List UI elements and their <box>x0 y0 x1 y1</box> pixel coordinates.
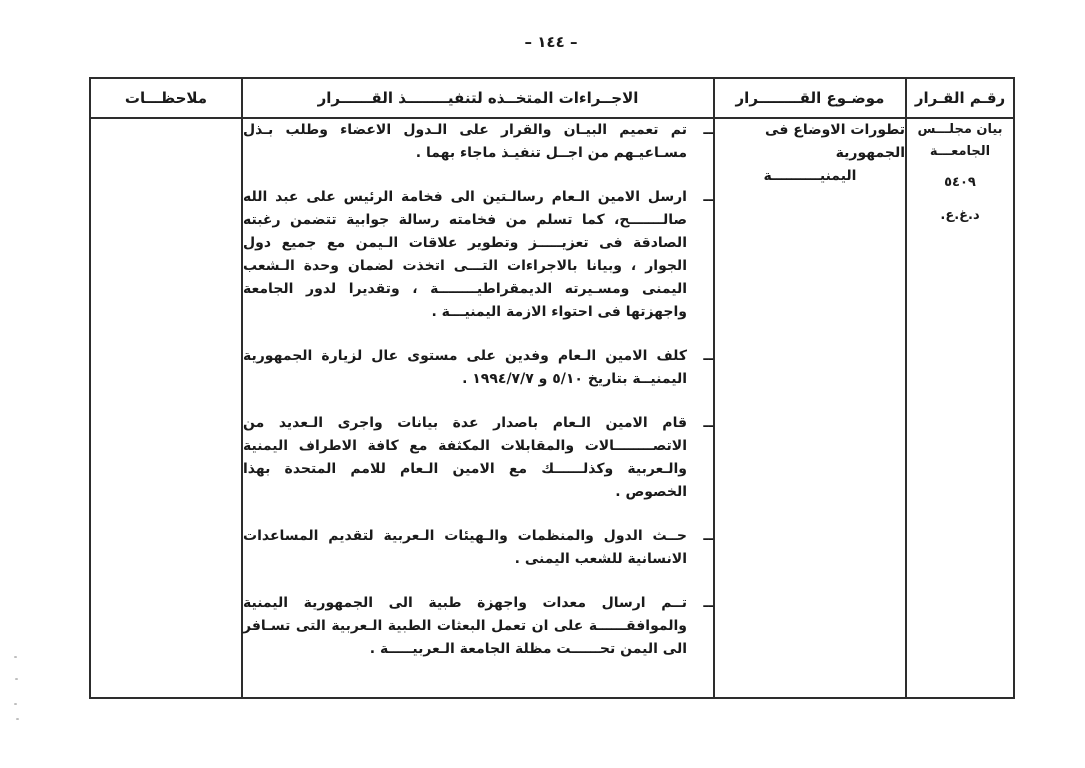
header-procedures: الاجــراءات المتخــذه لتنفيــــــــذ القــــــرار <box>242 78 714 118</box>
procedure-text: تــم ارسال معدات واجهزة طبية الى الجمهورية اليمنية والموافقــــــة على ان تعمل البعثات الطبية الـعربية التى تسـافر الى اليمن تحــــــت مظلة الجامعة الـعربيـــــة . <box>243 595 687 657</box>
bullet-dash: ــ <box>703 348 713 364</box>
cell-procedures <box>242 118 714 698</box>
procedure-text: ارسل الامين الـعام رسالـتين الى فخامة الرئيس على عبد الله صالـــــــح، كما تسلم من فخامته رسالة جوابية تتضمن رغبته الصادقة فى تعزيـــــز وتطوير علاقات الـيمن مع جميع دول الجوار ، وبيانا بالاجراءات التـــى اتخذت لضمان وحدة الـشعب اليمنى ومسـيرته الديمقراطيــــــــة ، وتقديرا لدور الجامعة واجهزتها فى احتواء الازمة اليمنيـــة . <box>243 189 687 320</box>
header-notes: ملاحظـــات <box>90 78 242 118</box>
decision-number-value: ٥٤٠٩ <box>944 175 976 190</box>
bullet-dash: ــ <box>703 189 713 205</box>
page-number: – ١٤٤ – <box>524 33 578 51</box>
decisions-table <box>89 77 1015 699</box>
cell-subject <box>714 118 906 698</box>
procedure-text: حــث الدول والمنظمات والـهيئات الـعربية لتقديم المساعدات الانسانية للشعب اليمنى . <box>243 528 687 567</box>
procedure-item <box>243 525 713 571</box>
bullet-dash: ــ <box>703 415 713 431</box>
subject-line2: اليمنيــــــــــة <box>763 168 857 184</box>
table-row <box>90 118 1014 698</box>
procedure-item <box>243 186 713 324</box>
bullet-dash: ــ <box>703 528 713 544</box>
procedure-item <box>243 592 713 661</box>
procedure-text: تم تعميم البيـان والقرار على الـدول الاعضاء وطلب بـذل مسـاعيـهم من اجــل تنفيـذ ماجاء بهما . <box>243 122 687 161</box>
issuing-body-line1: بيان مجلـــس <box>917 122 1003 137</box>
bullet-dash: ــ <box>703 122 713 138</box>
session-abbreviation: د.غ.ع. <box>940 208 980 223</box>
header-subject: موضـوع القــــــــرار <box>714 78 906 118</box>
bullet-dash: ــ <box>703 595 713 611</box>
procedure-item <box>243 412 713 504</box>
procedure-item <box>243 345 713 391</box>
procedure-text: قام الامين الـعام باصدار عدة بيانات واجرى الـعديد من الاتصــــــــالات والمقابلات المكثفة مع كافة الاطراف اليمنية والـعربية وكذلــــــك مع الامين الـعام للامم المتحدة بهذا الخصوص . <box>243 415 687 500</box>
cell-decision-number <box>906 118 1014 698</box>
cell-notes <box>90 118 242 698</box>
header-decision-number: رقـم القـرار <box>906 78 1014 118</box>
procedure-item <box>243 119 713 165</box>
subject-line1: تطورات الاوضاع فى الجمهورية <box>765 122 905 161</box>
issuing-body-line2: الجامعـــة <box>929 144 991 159</box>
table-header-row <box>90 78 1014 118</box>
procedure-text: كلف الامين الـعام وفدين على مستوى عال لزيارة الجمهورية اليمنيــة بتاريخ ٥/١٠ و ١٩٩٤/٧/٧ . <box>243 348 687 387</box>
